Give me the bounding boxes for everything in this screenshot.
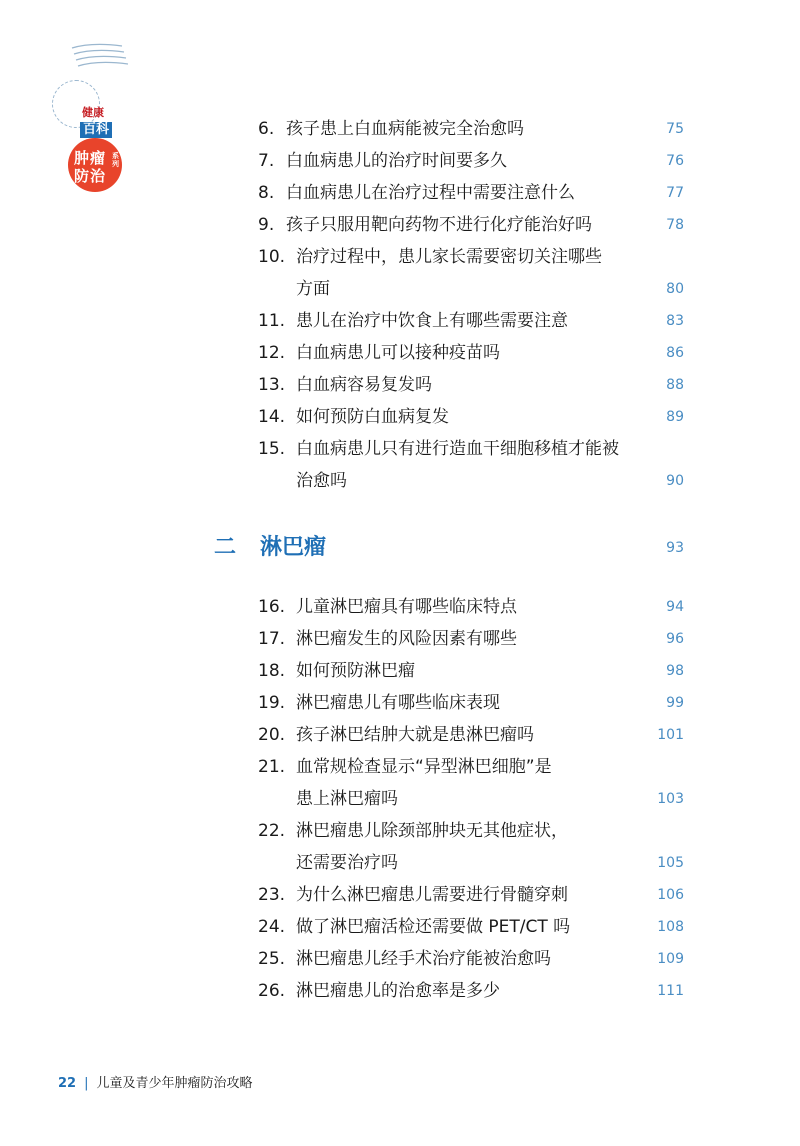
entry-title: 白血病患儿只有进行造血干细胞移植才能被 [296,439,619,459]
toc-entry[interactable] [258,688,684,718]
entry-title: 白血病患儿在治疗过程中需要注意什么 [286,183,575,203]
entry-title: 孩子淋巴结肿大就是患淋巴瘤吗 [296,725,534,745]
entry-page: 90 [666,473,684,489]
entry-number: 17. [258,629,286,649]
entry-number: 26. [258,981,286,1001]
toc-entry[interactable] [258,944,684,974]
toc-entry[interactable] [258,816,684,846]
entry-number: 13. [258,375,286,395]
toc-entry[interactable] [258,656,684,686]
entry-title: 做了淋巴瘤活检还需要做 PET/CT 吗 [296,917,571,937]
entry-title: 血常规检查显示“异型淋巴细胞”是 [296,757,552,777]
entry-number: 24. [258,917,286,937]
entry-number: 21. [258,757,286,777]
entry-page: 80 [666,281,684,297]
entry-number: 16. [258,597,286,617]
entry-title: 淋巴瘤患儿有哪些临床表现 [296,693,500,713]
entry-title: 治疗过程中，患儿家长需要密切关注哪些 [296,247,602,267]
entry-page: 109 [657,951,684,967]
entry-title: 孩子只服用靶向药物不进行化疗能治好吗 [286,215,592,235]
entry-page: 78 [666,217,684,233]
entry-number: 20. [258,725,286,745]
toc-entry[interactable] [258,624,684,654]
entry-number: 22. [258,821,286,841]
entry-title: 淋巴瘤患儿除颈部肿块无其他症状， [296,821,568,841]
entry-number: 12. [258,343,286,363]
logo-series: 系列 [112,152,119,168]
entry-title: 白血病容易复发吗 [296,375,432,395]
entry-number: 9. [258,215,275,235]
entry-title-continuation: 患上淋巴瘤吗 [296,789,398,809]
toc-entry[interactable] [258,752,684,782]
entry-number: 11. [258,311,286,331]
section-title: 淋巴瘤 [260,535,327,560]
entry-page: 99 [666,695,684,711]
footer-page-number: 22 [58,1076,77,1091]
toc-entry[interactable] [258,306,684,336]
entry-number: 19. [258,693,286,713]
entry-title: 如何预防淋巴瘤 [296,661,415,681]
entry-page: 108 [657,919,684,935]
entry-title-continuation: 方面 [296,279,330,299]
entry-title: 为什么淋巴瘤患儿需要进行骨髓穿刺 [296,885,568,905]
toc-entry[interactable] [258,338,684,368]
entry-page: 94 [666,599,684,615]
toc-entry[interactable] [258,402,684,432]
entry-title: 儿童淋巴瘤具有哪些临床特点 [296,597,517,617]
toc-entry[interactable] [258,178,684,208]
entry-number: 14. [258,407,286,427]
entry-page: 96 [666,631,684,647]
entry-page: 106 [657,887,684,903]
entry-title: 淋巴瘤患儿的治愈率是多少 [296,981,500,1001]
toc-entry[interactable] [258,114,684,144]
entry-number: 23. [258,885,286,905]
page-footer [58,1072,253,1091]
entry-number: 15. [258,439,286,459]
entry-page: 89 [666,409,684,425]
entry-title: 淋巴瘤发生的风险因素有哪些 [296,629,517,649]
entry-page: 75 [666,121,684,137]
section-page: 93 [666,540,684,556]
entry-page: 111 [657,983,684,999]
entry-number: 8. [258,183,275,203]
entry-title: 如何预防白血病复发 [296,407,449,427]
entry-page: 98 [666,663,684,679]
entry-title: 患儿在治疗中饮食上有哪些需要注意 [296,311,568,331]
toc-entry[interactable] [258,434,684,464]
toc-entry[interactable] [258,210,684,240]
entry-page: 105 [657,855,684,871]
logo-line1: 肿瘤 [74,149,107,167]
entry-page: 103 [657,791,684,807]
toc-entry[interactable] [258,370,684,400]
entry-number: 25. [258,949,286,969]
entry-number: 10. [258,247,286,267]
footer-book-title: 儿童及青少年肿瘤防治攻略 [96,1076,253,1091]
entry-page: 77 [666,185,684,201]
logo-encyclopedia-banner: 百科 [80,122,112,138]
toc-entry[interactable] [258,592,684,622]
entry-title-continuation: 治愈吗 [296,471,347,491]
logo-health-text: 健康 [82,106,104,119]
entry-title: 白血病患儿的治疗时间要多久 [286,151,507,171]
entry-title: 白血病患儿可以接种疫苗吗 [296,343,500,363]
entry-title: 淋巴瘤患儿经手术治疗能被治愈吗 [296,949,551,969]
toc-entry[interactable] [258,912,684,942]
toc-entry[interactable] [258,976,684,1006]
toc-entry[interactable] [258,720,684,750]
entry-number: 18. [258,661,286,681]
toc-entry[interactable] [258,146,684,176]
entry-number: 7. [258,151,275,171]
footer-divider: | [84,1076,89,1091]
entry-page: 86 [666,345,684,361]
section-number: 二 [214,535,237,560]
toc-entry[interactable] [258,880,684,910]
logo-line2: 防治 [74,167,107,185]
entry-page: 101 [657,727,684,743]
toc-entry[interactable] [258,242,684,272]
entry-page: 88 [666,377,684,393]
entry-number: 6. [258,119,275,139]
entry-title: 孩子患上白血病能被完全治愈吗 [286,119,524,139]
entry-page: 76 [666,153,684,169]
entry-page: 83 [666,313,684,329]
entry-title-continuation: 还需要治疗吗 [296,853,398,873]
